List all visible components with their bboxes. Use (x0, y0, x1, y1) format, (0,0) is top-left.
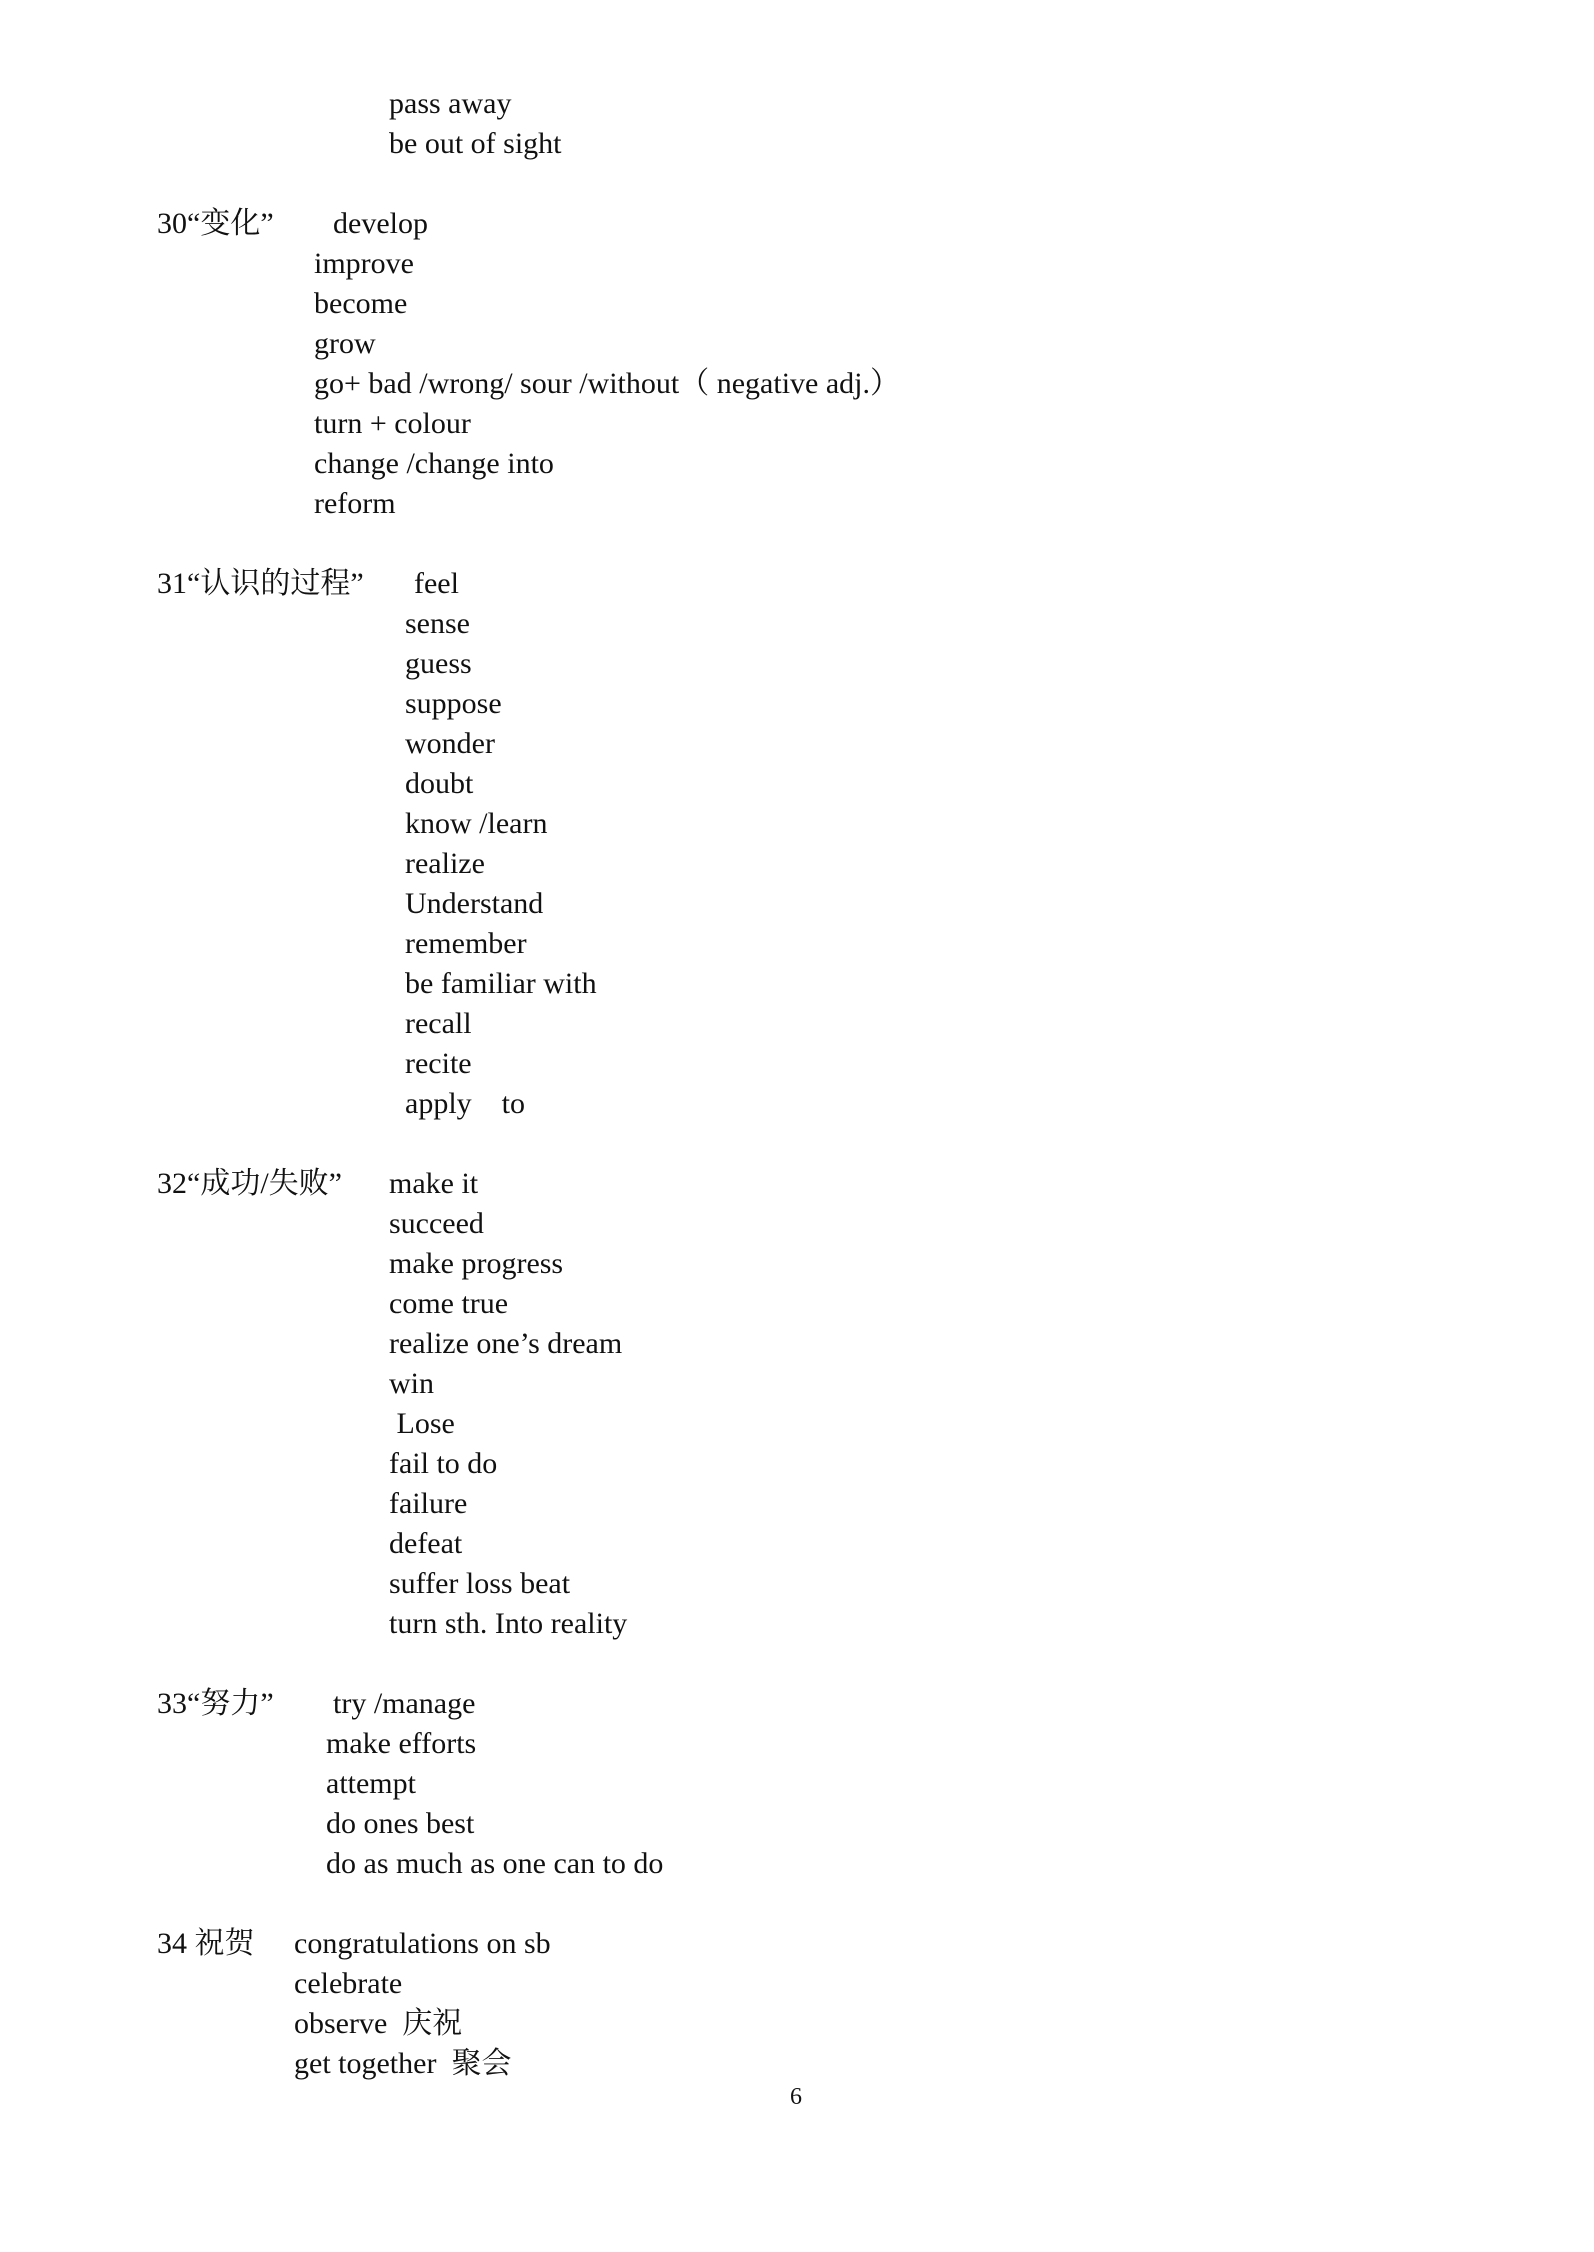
list-item: fail to do (389, 1447, 498, 1480)
page-number: 6 (790, 2084, 802, 2110)
section-header: 30“变化” (157, 207, 274, 240)
list-item: recall (405, 1007, 472, 1040)
list-item: suffer loss beat (389, 1567, 571, 1600)
list-item: do as much as one can to do (326, 1847, 664, 1880)
list-item: feel (414, 567, 459, 600)
list-item: wonder (405, 727, 495, 760)
list-item: observe 庆祝 (294, 2007, 463, 2040)
list-item: defeat (389, 1527, 463, 1560)
list-item: celebrate (294, 1967, 403, 2000)
list-item: congratulations on sb (294, 1927, 551, 1960)
list-item: suppose (405, 687, 502, 720)
list-item: try /manage (333, 1687, 476, 1720)
list-item: get together 聚会 (294, 2047, 512, 2080)
list-item: develop (333, 207, 428, 240)
list-item: be out of sight (389, 127, 562, 160)
list-item: realize (405, 847, 485, 880)
list-item: failure (389, 1487, 468, 1520)
list-item: turn sth. Into reality (389, 1607, 628, 1640)
list-item: do ones best (326, 1807, 475, 1840)
list-item: come true (389, 1287, 509, 1320)
list-item: recite (405, 1047, 472, 1080)
list-item: be familiar with (405, 967, 597, 1000)
list-item: make efforts (326, 1727, 477, 1760)
list-item: Understand (405, 887, 544, 920)
list-item: become (314, 287, 408, 320)
section-header: 34 祝贺 (157, 1927, 255, 1960)
section-header: 32“成功/失败” (157, 1167, 342, 1200)
list-item: remember (405, 927, 527, 960)
list-item: know /learn (405, 807, 548, 840)
list-item: attempt (326, 1767, 416, 1800)
list-item: make progress (389, 1247, 564, 1280)
list-item: succeed (389, 1207, 484, 1240)
section-header: 31“认识的过程” (157, 567, 364, 600)
list-item: sense (405, 607, 470, 640)
list-item: make it (389, 1167, 479, 1200)
list-item: realize one’s dream (389, 1327, 623, 1360)
list-item: turn + colour (314, 407, 471, 440)
list-item: guess (405, 647, 472, 680)
list-item: apply to (405, 1087, 525, 1120)
list-item: Lose (389, 1407, 455, 1440)
list-item: pass away (389, 87, 512, 120)
list-item: win (389, 1367, 434, 1400)
list-item: reform (314, 487, 396, 520)
list-item: improve (314, 247, 414, 280)
list-item: change /change into (314, 447, 554, 480)
list-item: grow (314, 327, 376, 360)
section-header: 33“努力” (157, 1687, 274, 1720)
list-item: doubt (405, 767, 474, 800)
list-item: go+ bad /wrong/ sour /without（ negative adj.） (314, 367, 900, 400)
